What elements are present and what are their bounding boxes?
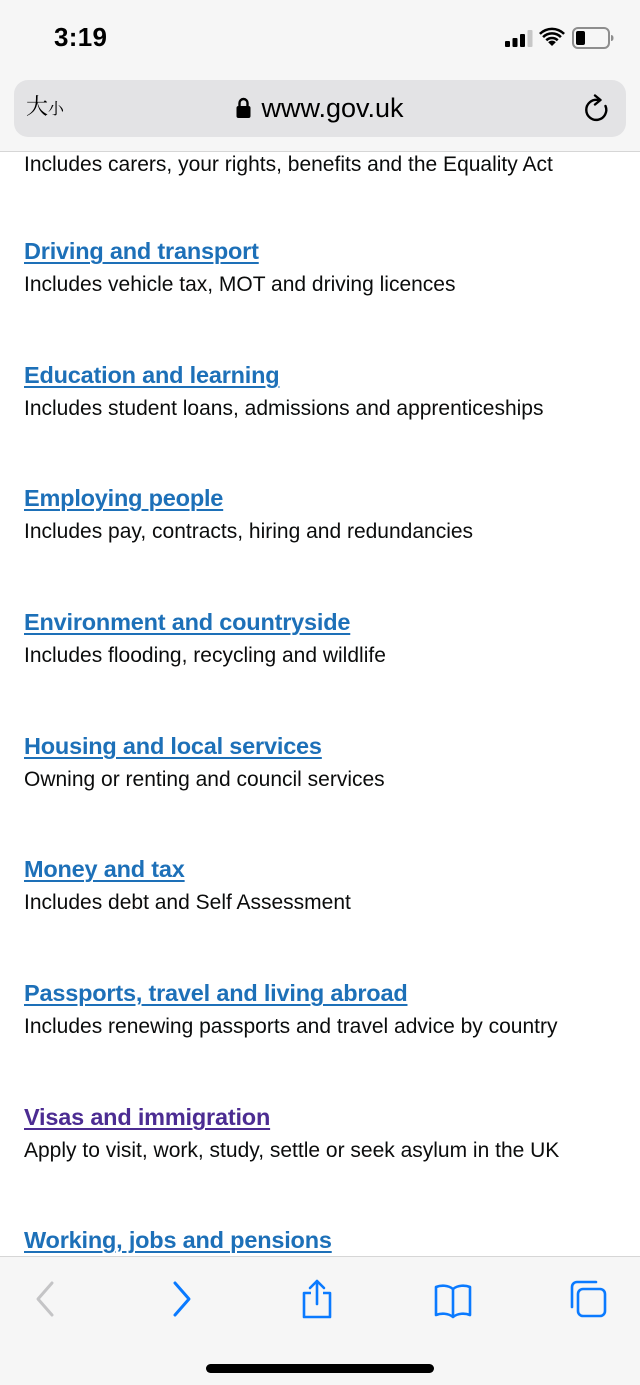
topic-link-visas-and-immigration[interactable]: Visas and immigration xyxy=(24,1104,271,1130)
topic-link-working-jobs-and-pensions[interactable]: Working, jobs and pensions xyxy=(24,1227,332,1253)
reload-icon[interactable] xyxy=(583,94,611,124)
text-size-large-label: 大 xyxy=(26,95,49,120)
forward-icon[interactable] xyxy=(162,1279,202,1319)
back-icon[interactable] xyxy=(25,1279,65,1319)
topic-item xyxy=(24,607,624,669)
topic-item xyxy=(24,1225,624,1255)
topic-item xyxy=(24,483,624,545)
topic-item xyxy=(24,1102,624,1164)
topic-description: Includes debt and Self Assessment xyxy=(24,891,351,914)
topic-link-employing-people[interactable]: Employing people xyxy=(24,485,224,511)
topic-description: Includes renewing passports and travel advice by country xyxy=(24,1015,558,1038)
url-display[interactable] xyxy=(14,92,626,124)
topic-link-education-and-learning[interactable]: Education and learning xyxy=(24,362,280,388)
topic-link-money-and-tax[interactable]: Money and tax xyxy=(24,856,185,882)
share-icon[interactable] xyxy=(297,1279,337,1319)
wifi-icon xyxy=(539,27,565,47)
status-time: 3:19 xyxy=(54,22,108,52)
tabs-icon[interactable] xyxy=(568,1279,608,1319)
topic-item xyxy=(24,236,624,298)
topic-description: Includes flooding, recycling and wildlife xyxy=(24,644,386,667)
topic-description: Includes student loans, admissions and apprenticeships xyxy=(24,397,544,420)
topic-link-environment-and-countryside[interactable]: Environment and countryside xyxy=(24,609,351,635)
topic-item xyxy=(24,854,624,916)
battery-icon xyxy=(572,27,614,49)
topic-link-driving-and-transport[interactable]: Driving and transport xyxy=(24,238,259,264)
topic-item xyxy=(24,978,624,1040)
topic-link-housing-and-local-services[interactable]: Housing and local services xyxy=(24,733,322,759)
status-bar xyxy=(0,0,640,76)
browser-toolbar xyxy=(0,1256,640,1385)
url-text: www.gov.uk xyxy=(261,93,404,123)
lock-icon xyxy=(236,97,251,119)
topic-description: Includes carers, your rights, benefits and the Equality Act xyxy=(24,153,553,176)
topic-description: Apply to visit, work, study, settle or seek asylum in the UK xyxy=(24,1139,560,1162)
home-indicator xyxy=(206,1364,434,1373)
topic-description: Owning or renting and council services xyxy=(24,768,385,791)
topic-description: Includes pay, contracts, hiring and redundancies xyxy=(24,520,474,543)
address-bar[interactable] xyxy=(14,80,626,137)
text-size-small-label: 小 xyxy=(48,99,65,118)
cellular-signal-icon xyxy=(505,30,533,47)
topic-link-passports-travel-and-living-abroad[interactable]: Passports, travel and living abroad xyxy=(24,980,408,1006)
topic-item xyxy=(24,360,624,422)
bookmarks-icon[interactable] xyxy=(433,1279,473,1319)
topic-description: Includes vehicle tax, MOT and driving licences xyxy=(24,273,456,296)
browser-top-chrome xyxy=(0,0,640,152)
page-content xyxy=(0,152,640,1257)
topic-item xyxy=(24,731,624,793)
